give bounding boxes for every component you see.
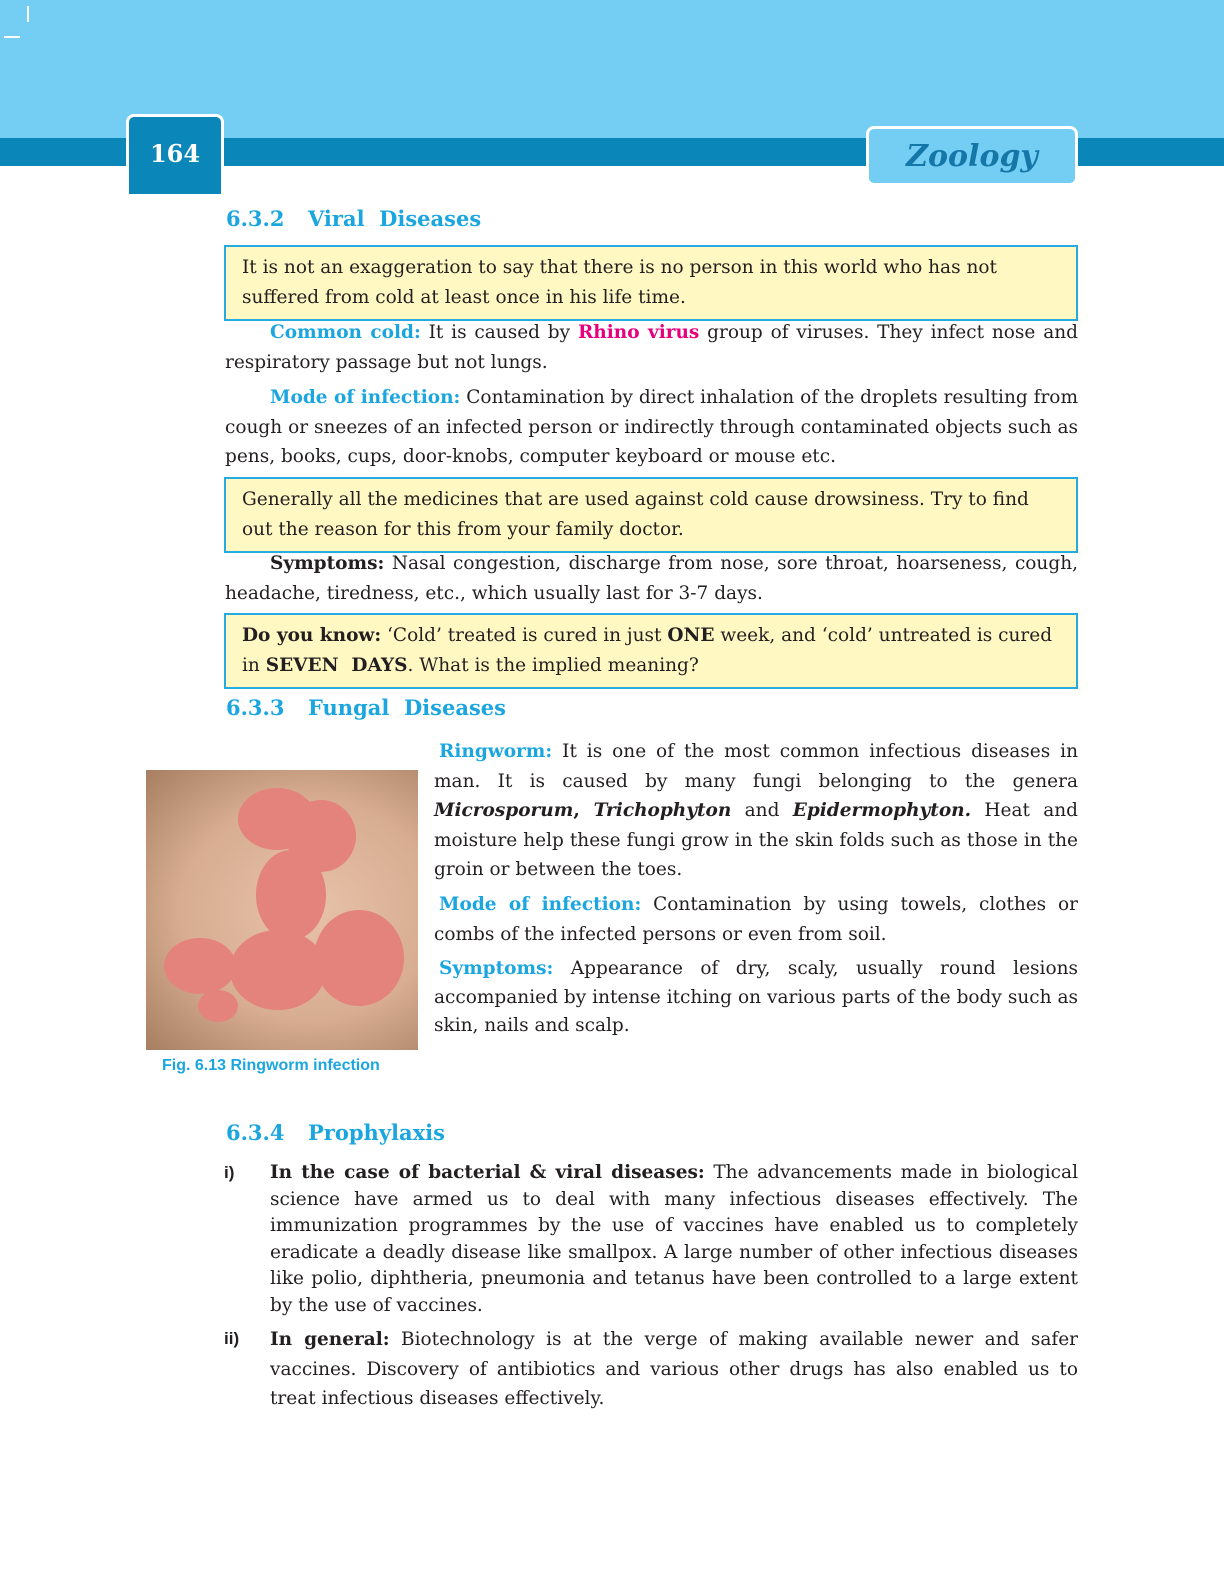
section-number: 6.3.2 <box>226 206 285 231</box>
lesion <box>198 990 238 1022</box>
term-label: Mode of infection: <box>439 894 642 915</box>
box-emphasis: SEVEN DAYS <box>265 655 408 676</box>
crop-mark <box>27 6 29 22</box>
lesion <box>164 938 236 994</box>
lesion <box>314 910 404 1006</box>
paragraph-common-cold <box>225 318 1078 377</box>
genus-name: Microsporum <box>434 800 574 821</box>
paragraph-text: Contamination by direct inhalation of the droplets resulting from cough or sneezes of an infected person or indirectly through contaminated objects such as pens, books, cups, door-knobs, computer keyboard or mouse etc. <box>225 387 1078 467</box>
box-text: . What is the implied meaning? <box>407 655 699 676</box>
paragraph-ringworm <box>434 737 1078 885</box>
figure-caption: Fig. 6.13 Ringworm infection <box>162 1057 380 1074</box>
page-number: 164 <box>149 139 201 168</box>
list-marker: ii) <box>224 1329 240 1348</box>
list-marker: i) <box>224 1163 235 1182</box>
lesion <box>256 850 326 940</box>
ringworm-photo <box>146 770 418 1050</box>
term-label: Common cold: <box>270 322 421 343</box>
section-number: 6.3.4 <box>226 1120 285 1145</box>
term-label: Ringworm: <box>439 741 553 762</box>
paragraph-text: group of viruses. They infect nose and respiratory passage but not lungs. <box>225 322 1078 373</box>
genus-name: Trichophyton <box>593 800 732 821</box>
paragraph-text: Heat and moisture help these fungi grow in the skin folds such as those in the groin or between the toes. <box>434 800 1078 880</box>
item-label: In the case of bacterial & viral diseases: <box>270 1162 705 1183</box>
box-text: ‘Cold’ treated is cured in just <box>381 625 668 646</box>
paragraph-text: It is caused by <box>420 322 578 343</box>
paragraph-text: Nasal congestion, discharge from nose, sore throat, hoarseness, cough, headache, tiredness, etc., which usually last for 3-7 days. <box>225 553 1078 604</box>
paragraph-text: and <box>731 800 793 821</box>
term-label: Symptoms: <box>439 958 554 979</box>
lesion <box>230 930 326 1010</box>
paragraph-mode-fungal <box>434 890 1078 949</box>
paragraph-text: , <box>573 800 594 821</box>
page-number-tab <box>126 114 224 194</box>
item-text: Biotechnology is at the verge of making available newer and safer vaccines. Discovery of antibiotics and various other drugs has also enabled us to treat infectious diseases effectively. <box>270 1329 1078 1409</box>
section-title: Viral Diseases <box>308 206 482 231</box>
paragraph-symptoms-viral <box>225 549 1078 608</box>
list-item-bacterial-viral <box>270 1160 1078 1319</box>
section-title: Fungal Diseases <box>308 695 506 720</box>
subject-tab <box>866 126 1078 186</box>
genus-name: Epidermophyton. <box>792 800 972 821</box>
term-label: Symptoms: <box>270 553 385 574</box>
section-heading-prophylaxis <box>226 1120 445 1145</box>
section-number: 6.3.3 <box>226 695 285 720</box>
item-label: In general: <box>270 1329 390 1350</box>
box-emphasis: ONE <box>667 625 715 646</box>
subject-title: Zoology <box>906 139 1038 174</box>
section-heading-fungal <box>226 695 506 720</box>
highlight-term: Rhino virus <box>577 322 700 343</box>
paragraph-text: Appearance of dry, scaly, usually round lesions accompanied by intense itching on various parts of the body such as skin, nails and scalp. <box>434 958 1078 1036</box>
info-box-do-you-know <box>224 613 1078 689</box>
info-box-drowsiness: Generally all the medicines that are used against cold cause drowsiness. Try to find out the reason for this from your family doctor. <box>224 477 1078 553</box>
section-heading-viral <box>226 206 481 231</box>
box-text: week, and ‘cold’ untreated is cured in <box>242 625 1053 676</box>
paragraph-mode-viral <box>225 383 1078 472</box>
list-item-general <box>270 1325 1078 1414</box>
paragraph-symptoms-fungal <box>434 955 1078 1041</box>
box-label: Do you know: <box>242 625 382 646</box>
paragraph-text: Contamination by using towels, clothes or combs of the infected persons or even from soil. <box>434 894 1078 945</box>
term-label: Mode of infection: <box>270 387 461 408</box>
paragraph-text: It is one of the most common infectious diseases in man. It is caused by many fungi belonging to the genera <box>434 741 1078 792</box>
crop-mark <box>4 36 20 38</box>
info-box-exaggeration: It is not an exaggeration to say that there is no person in this world who has not suffered from cold at least once in his life time. <box>224 245 1078 321</box>
item-text: The advancements made in biological science have armed us to deal with many infectious diseases effectively. The immunization programmes by the use of vaccines have enabled us to completely eradicate a deadly disease like smallpox. A large number of other infectious diseases like polio, diphtheria, pneumonia and tetanus have been controlled to a large extent by the use of vaccines. <box>270 1162 1078 1316</box>
section-title: Prophylaxis <box>308 1120 445 1145</box>
